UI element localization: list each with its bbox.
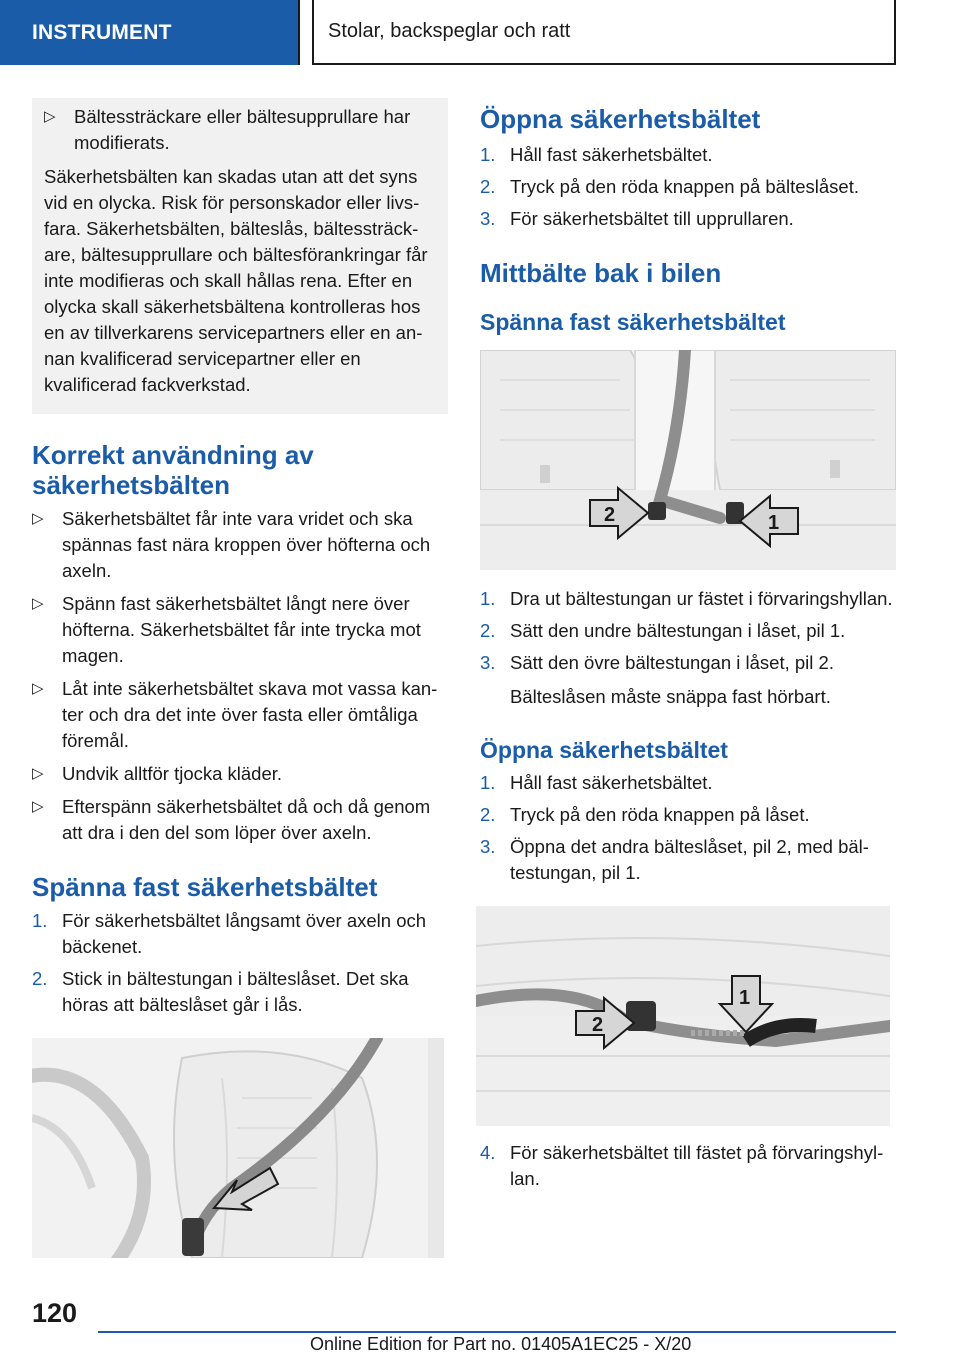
correct-use-list bbox=[32, 506, 448, 846]
step-number: 1. bbox=[480, 772, 496, 793]
list-item-text: Låt inte säkerhetsbältet skava mot vassa kanter och dra det inte över fasta eller ömtåliga föremål. bbox=[62, 678, 438, 751]
list-item-text: Efterspänn säkerhetsbältet då och då genom att dra i den del som löper över axeln. bbox=[62, 796, 431, 843]
middle-open-steps bbox=[480, 770, 896, 886]
step-number: 2. bbox=[480, 620, 496, 641]
step-item bbox=[480, 174, 896, 200]
step-item bbox=[480, 770, 896, 796]
step-number: 1. bbox=[32, 910, 48, 931]
step-item bbox=[480, 834, 896, 886]
driver-seat-belt-figure bbox=[32, 1038, 444, 1258]
open-heading: Öppna säkerhetsbältet bbox=[480, 104, 761, 134]
step-number: 1. bbox=[480, 144, 496, 165]
fig2-arrow-label-1: 1 bbox=[739, 987, 751, 1009]
step-item bbox=[480, 206, 896, 232]
middle-open-step4 bbox=[480, 1140, 896, 1192]
step-text: Sätt den övre bältestungan i låset, pil 2. bbox=[510, 652, 834, 673]
step-text: Öppna det andra bälteslåset, pil 2, med bältestungan, pil 1. bbox=[510, 836, 869, 883]
warning-item-text: Bältessträckare eller bältesupprullare har modifierats. bbox=[74, 106, 411, 153]
chapter-title: Stolar, backspeglar och ratt bbox=[328, 20, 571, 42]
page-number: 120 bbox=[32, 1298, 78, 1328]
step-item bbox=[480, 142, 896, 168]
step-item bbox=[480, 650, 896, 676]
step-number: 4. bbox=[480, 1142, 496, 1163]
triangle-bullet-icon: ▷ bbox=[32, 798, 44, 815]
fasten-heading: Spänna fast säkerhetsbältet bbox=[32, 872, 378, 902]
warning-item bbox=[44, 104, 436, 156]
middle-belt-heading: Mittbälte bak i bilen bbox=[480, 258, 722, 288]
list-item bbox=[32, 506, 448, 584]
step-text: Stick in bältestungan i bälteslåset. Det ska höras att bälteslåset går i lås. bbox=[62, 968, 409, 1015]
rear-seat-open-illustration bbox=[476, 906, 890, 1126]
rear-seat-fasten-illustration bbox=[480, 350, 896, 570]
list-item bbox=[32, 676, 448, 754]
step-text: För säkerhetsbältet långsamt över axeln och bäckenet. bbox=[62, 910, 427, 957]
list-item-text: Spänn fast säkerhetsbältet långt nere över höfterna. Säkerhetsbältet får inte trycka mot magen. bbox=[62, 593, 421, 666]
list-item bbox=[32, 591, 448, 669]
middle-fasten-steps bbox=[480, 586, 896, 676]
step-text: Dra ut bältestungan ur fästet i förvaringshyllan. bbox=[510, 588, 893, 609]
step-text: För säkerhetsbältet till fästet på förvaringshyllan. bbox=[510, 1142, 884, 1189]
list-item-text: Undvik alltför tjocka kläder. bbox=[62, 763, 283, 784]
step-item bbox=[480, 586, 896, 612]
fasten-steps bbox=[32, 908, 448, 1018]
step-item bbox=[480, 618, 896, 644]
rear-middle-belt-figure bbox=[480, 350, 896, 570]
step-number: 2. bbox=[32, 968, 48, 989]
step-text: Håll fast säkerhetsbältet. bbox=[510, 144, 713, 165]
triangle-bullet-icon: ▷ bbox=[32, 680, 44, 697]
step-item bbox=[32, 908, 448, 960]
driver-seat-illustration bbox=[32, 1038, 444, 1258]
triangle-bullet-icon: ▷ bbox=[32, 595, 44, 612]
step-item bbox=[480, 802, 896, 828]
middle-fasten-heading: Spänna fast säkerhetsbältet bbox=[480, 309, 786, 335]
step-number: 3. bbox=[480, 652, 496, 673]
correct-use-heading: Korrekt användning av säkerhetsbälten bbox=[32, 440, 314, 500]
step-item bbox=[32, 966, 448, 1018]
triangle-bullet-icon: ▷ bbox=[32, 510, 44, 527]
list-item bbox=[32, 761, 448, 787]
edition-info: Online Edition for Part no. 01405A1EC25 - X/20 bbox=[310, 1334, 692, 1354]
section-title: INSTRUMENT bbox=[32, 20, 172, 44]
list-item bbox=[32, 794, 448, 846]
buckle-note: Bälteslåsen måste snäppa fast hörbart. bbox=[510, 686, 831, 707]
triangle-bullet-icon: ▷ bbox=[32, 765, 44, 782]
step-number: 2. bbox=[480, 176, 496, 197]
open-steps bbox=[480, 142, 896, 232]
fig1-arrow-label-2: 2 bbox=[604, 504, 616, 526]
warning-text: Säkerhetsbälten kan skadas utan att det syns vid en olycka. Risk för personskador eller livsfara. Säkerhetsbälten, bälteslås, bältessträckare, bältesupprullare och bältesförankringar får inte modifieras och skall hållas rena. Efter en olycka skall säkerhetsbältena kontrolleras hos en av tillverkarens servicepartners eller en annan kvalificerad servicepartner eller en kvalificerad fackverkstad. bbox=[44, 166, 428, 395]
right-column bbox=[480, 98, 896, 1192]
step-item bbox=[480, 1140, 896, 1192]
warning-box bbox=[32, 98, 448, 414]
step-text: Sätt den undre bältestungan i låset, pil 1. bbox=[510, 620, 846, 641]
left-column bbox=[32, 98, 448, 1258]
rear-middle-belt-open-figure bbox=[476, 906, 890, 1126]
step-number: 3. bbox=[480, 836, 496, 857]
step-number: 2. bbox=[480, 804, 496, 825]
list-item-text: Säkerhetsbältet får inte vara vridet och ska spännas fast nära kroppen över höfterna och axeln. bbox=[62, 508, 431, 581]
middle-open-heading: Öppna säkerhetsbältet bbox=[480, 737, 728, 763]
fig1-arrow-label-1: 1 bbox=[768, 512, 780, 534]
chapter-header bbox=[312, 0, 896, 65]
step-number: 1. bbox=[480, 588, 496, 609]
footer-rule bbox=[98, 1331, 896, 1333]
step-text: Tryck på den röda knappen på bälteslåset. bbox=[510, 176, 859, 197]
header-divider bbox=[298, 0, 300, 65]
triangle-bullet-icon: ▷ bbox=[44, 108, 56, 125]
step-text: För säkerhetsbältet till upprullaren. bbox=[510, 208, 794, 229]
fig2-arrow-label-2: 2 bbox=[592, 1014, 604, 1036]
step-number: 3. bbox=[480, 208, 496, 229]
step-text: Tryck på den röda knappen på låset. bbox=[510, 804, 810, 825]
step-text: Håll fast säkerhetsbältet. bbox=[510, 772, 713, 793]
section-tab bbox=[0, 0, 298, 65]
